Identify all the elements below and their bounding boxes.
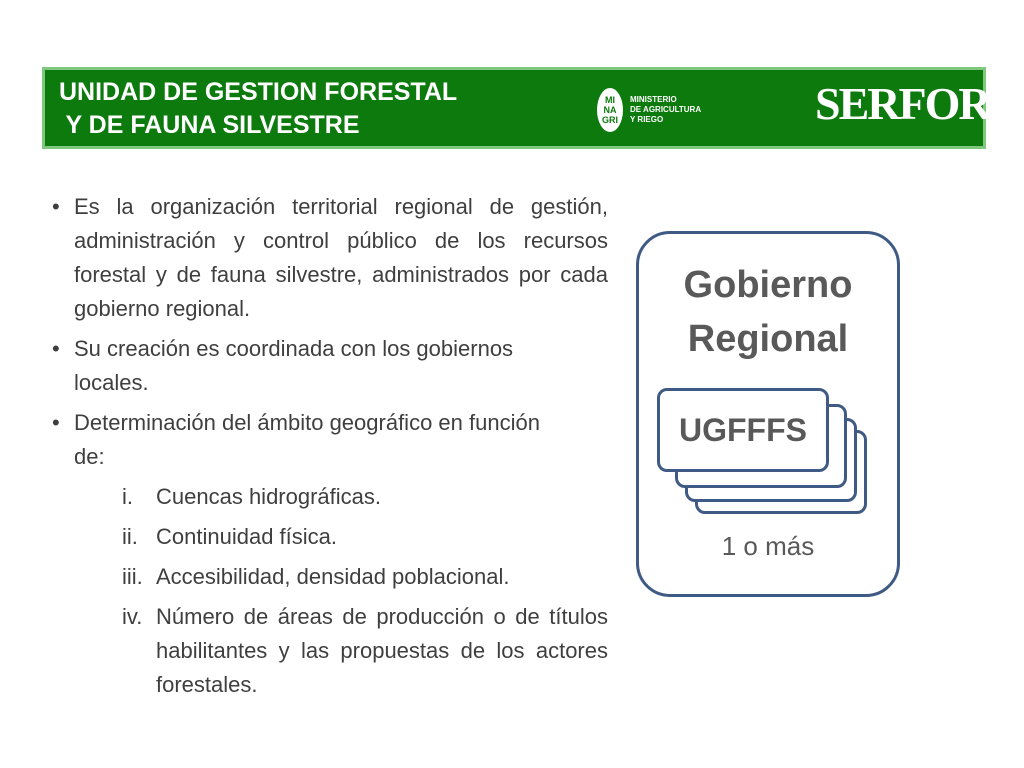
criteria-item xyxy=(122,560,608,594)
unit-count-label: 1 o más xyxy=(721,531,815,561)
bullet-dot-icon: • xyxy=(52,336,60,361)
criteria-text: Número de áreas de producción o de títulos habilitantes y las propuestas de los actores forestales. xyxy=(156,604,608,697)
slide-title xyxy=(59,76,457,142)
bullet-item xyxy=(52,406,608,474)
gobierno-regional-diagram xyxy=(636,231,900,597)
serfor-description: Servicio Nacional Forestal y de Fauna Silvestre xyxy=(993,86,1021,147)
bullet-dot-icon: • xyxy=(52,410,60,435)
title-line-1: UNIDAD DE GESTION FORESTAL xyxy=(59,78,458,106)
criteria-text: Accesibilidad, densidad poblacional. xyxy=(156,564,510,589)
bullet-text: Es la organización territorial regional de gestión, administración y control público de los recursos forestal y de fauna silvestre, administrados por cada gobierno regional. xyxy=(74,194,608,321)
serfor-wordmark: SERFOR xyxy=(815,78,990,129)
criteria-number: i. xyxy=(122,484,133,509)
criteria-text: Continuidad física. xyxy=(156,524,337,549)
criteria-text: Cuencas hidrográficas. xyxy=(156,484,382,509)
bullet-item xyxy=(52,190,608,326)
title-line-2: Y DE FAUNA SILVESTRE xyxy=(59,111,360,139)
criteria-number: iv. xyxy=(122,604,143,629)
slide-header-banner xyxy=(42,67,1021,149)
criteria-number: iii. xyxy=(122,564,143,589)
diagram-title: Gobierno Regional xyxy=(683,264,853,360)
bullet-dot-icon: • xyxy=(52,194,60,219)
minagri-logo xyxy=(597,87,701,133)
criteria-number: ii. xyxy=(122,524,138,549)
criteria-item xyxy=(122,520,608,554)
ugfffs-card xyxy=(657,388,829,472)
minagri-emblem: MI NA GRI xyxy=(597,88,623,132)
serfor-logo xyxy=(815,78,1021,148)
minagri-name: MINISTERIO DE AGRICULTURA Y RIEGO xyxy=(630,95,702,124)
bullet-item xyxy=(52,332,608,400)
slide-body xyxy=(52,190,608,708)
criteria-item xyxy=(122,600,608,702)
ugfffs-label: UGFFFS xyxy=(679,411,807,448)
criteria-item xyxy=(122,480,608,514)
bullet-text: Determinación del ámbito geográfico en función de: xyxy=(74,410,540,469)
bullet-text: Su creación es coordinada con los gobiernos locales. xyxy=(74,336,514,395)
